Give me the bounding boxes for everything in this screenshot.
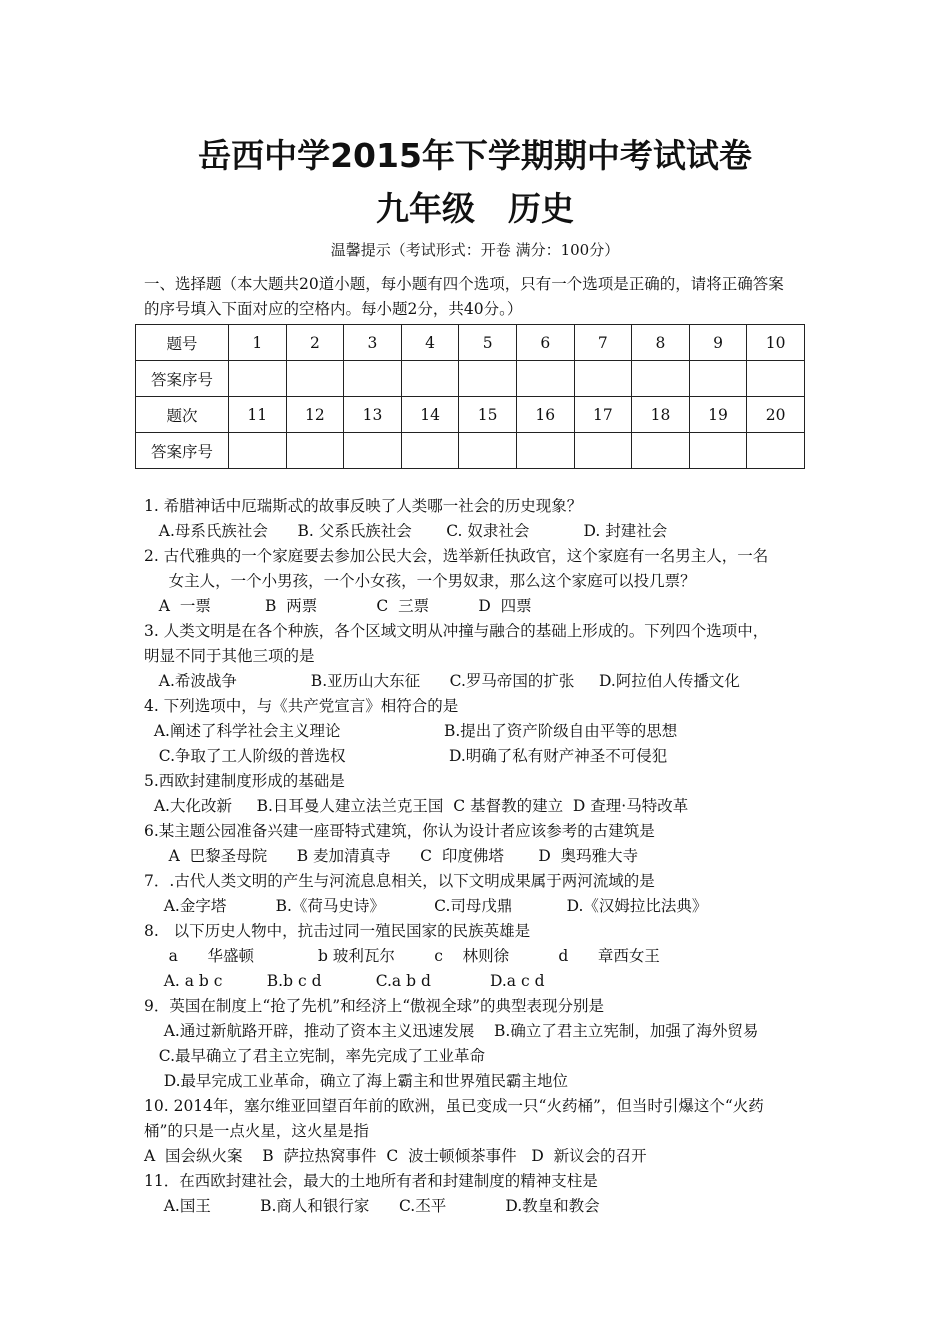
answer-cell[interactable] <box>632 361 690 397</box>
answer-cell[interactable] <box>689 433 747 469</box>
question-line: 桶”的只是一点火星，这火星是指 <box>144 1122 369 1140</box>
answer-cell[interactable] <box>401 361 459 397</box>
question-line: 11．在西欧封建社会，最大的土地所有者和封建制度的精神支柱是 <box>144 1172 598 1190</box>
question-line: A.希波战争 B.亚历山大东征 C.罗马帝国的扩张 D.阿拉伯人传播文化 <box>144 672 740 690</box>
question-line: 4. 下列选项中，与《共产党宣言》相符合的是 <box>144 697 459 715</box>
question-line: A.大化改新 B.日耳曼人建立法兰克王国 C 基督教的建立 D 查理·马特改革 <box>144 797 689 815</box>
question-line: 10. 2014年，塞尔维亚回望百年前的欧洲，虽已变成一只“火药桶”，但当时引爆这个“火药 <box>144 1097 764 1115</box>
exam-tip: 温馨提示（考试形式：开卷 满分：100分） <box>330 241 620 259</box>
question-number-cell: 16 <box>516 397 574 433</box>
question-line: A.阐述了科学社会主义理论 B.提出了资产阶级自由平等的思想 <box>144 722 678 740</box>
answer-cell[interactable] <box>574 361 632 397</box>
question-number-cell: 17 <box>574 397 632 433</box>
answer-cell[interactable] <box>459 433 517 469</box>
question-line: 8. 以下历史人物中，抗击过同一殖民国家的民族英雄是 <box>144 922 531 940</box>
question-number-cell: 15 <box>459 397 517 433</box>
answer-cell[interactable] <box>516 361 574 397</box>
answer-cell[interactable] <box>344 361 402 397</box>
question-number-cell: 5 <box>459 325 517 361</box>
question-line: 7．.古代人类文明的产生与河流息息相关，以下文明成果属于两河流域的是 <box>144 872 655 890</box>
question-number-cell: 2 <box>286 325 344 361</box>
question-number-cell: 7 <box>574 325 632 361</box>
section-intro-line-1: 一、选择题（本大题共20道小题，每小题有四个选项，只有一个选项是正确的，请将正确答案 <box>144 275 784 293</box>
question-line: 3. 人类文明是在各个种族，各个区域文明从冲撞与融合的基础上形成的。下列四个选项中， <box>144 622 769 640</box>
answer-cell[interactable] <box>516 433 574 469</box>
answer-cell[interactable] <box>459 361 517 397</box>
answer-cell[interactable] <box>574 433 632 469</box>
question-number-cell: 13 <box>344 397 402 433</box>
answer-cell[interactable] <box>632 433 690 469</box>
question-number-cell: 1 <box>229 325 287 361</box>
question-number-cell: 6 <box>516 325 574 361</box>
table-header-cell: 答案序号 <box>136 361 229 397</box>
question-line: 明显不同于其他三项的是 <box>144 647 315 665</box>
answer-cell[interactable] <box>747 361 805 397</box>
question-line: C.争取了工人阶级的普选权 D.明确了私有财产神圣不可侵犯 <box>144 747 668 765</box>
question-line: A.通过新航路开辟，推动了资本主义迅速发展 B.确立了君主立宪制，加强了海外贸易 <box>144 1022 759 1040</box>
question-number-cell: 12 <box>286 397 344 433</box>
answer-table-row <box>136 433 805 469</box>
answer-cell[interactable] <box>747 433 805 469</box>
question-line: A 一票 B 两票 C 三票 D 四票 <box>144 597 532 615</box>
question-line: D.最早完成工业革命，确立了海上霸主和世界殖民霸主地位 <box>144 1072 569 1090</box>
question-line: 女主人，一个小男孩，一个小女孩，一个男奴隶，那么这个家庭可以投几票？ <box>144 572 696 590</box>
question-line: 2. 古代雅典的一个家庭要去参加公民大会，选举新任执政官，这个家庭有一名男主人，一名 <box>144 547 769 565</box>
table-header-cell: 题次 <box>136 397 229 433</box>
table-header-cell: 答案序号 <box>136 433 229 469</box>
question-line: 9．英国在制度上“抢了先机”和经济上“傲视全球”的典型表现分别是 <box>144 997 605 1015</box>
exam-subtitle: 九年级 历史 <box>376 189 574 228</box>
answer-table-row <box>136 397 805 433</box>
answer-cell[interactable] <box>229 433 287 469</box>
question-line: 5.西欧封建制度形成的基础是 <box>144 772 345 790</box>
question-line: 6.某主题公园准备兴建一座哥特式建筑，你认为设计者应该参考的古建筑是 <box>144 822 655 840</box>
question-number-cell: 8 <box>632 325 690 361</box>
question-line: A. a b c B.b c d C.a b d D.a c d <box>144 972 545 990</box>
question-line: A 巴黎圣母院 B 麦加清真寺 C 印度佛塔 D 奥玛雅大寺 <box>144 847 639 865</box>
question-line: A.母系氏族社会 B. 父系氏族社会 C. 奴隶社会 D. 封建社会 <box>144 522 668 540</box>
question-number-cell: 19 <box>689 397 747 433</box>
answer-table <box>135 324 805 469</box>
question-number-cell: 10 <box>747 325 805 361</box>
question-line: A 国会纵火案 B 萨拉热窝事件 C 波士顿倾茶事件 D 新议会的召开 <box>144 1147 647 1165</box>
question-number-cell: 9 <box>689 325 747 361</box>
table-header-cell: 题号 <box>136 325 229 361</box>
answer-cell[interactable] <box>401 433 459 469</box>
exam-title: 岳西中学2015年下学期期中考试试卷 <box>198 136 752 175</box>
question-number-cell: 3 <box>344 325 402 361</box>
answer-table-row <box>136 361 805 397</box>
question-number-cell: 18 <box>632 397 690 433</box>
section-intro-line-2: 的序号填入下面对应的空格内。每小题2分，共40分。） <box>144 300 523 318</box>
answer-cell[interactable] <box>286 361 344 397</box>
question-line: A.国王 B.商人和银行家 C.丕平 D.教皇和教会 <box>144 1197 600 1215</box>
answer-cell[interactable] <box>689 361 747 397</box>
question-line: 1. 希腊神话中厄瑞斯忒的故事反映了人类哪一社会的历史现象？ <box>144 497 583 515</box>
question-line: A.金字塔 B.《荷马史诗》 C.司母戊鼎 D.《汉姆拉比法典》 <box>144 897 708 915</box>
question-number-cell: 11 <box>229 397 287 433</box>
question-number-cell: 4 <box>401 325 459 361</box>
answer-cell[interactable] <box>286 433 344 469</box>
question-number-cell: 20 <box>747 397 805 433</box>
answer-table-row <box>136 325 805 361</box>
question-line: a 华盛顿 b 玻利瓦尔 c 林则徐 d 章西女王 <box>144 947 660 965</box>
answer-cell[interactable] <box>229 361 287 397</box>
answer-cell[interactable] <box>344 433 402 469</box>
question-line: C.最早确立了君主立宪制，率先完成了工业革命 <box>144 1047 486 1065</box>
question-number-cell: 14 <box>401 397 459 433</box>
